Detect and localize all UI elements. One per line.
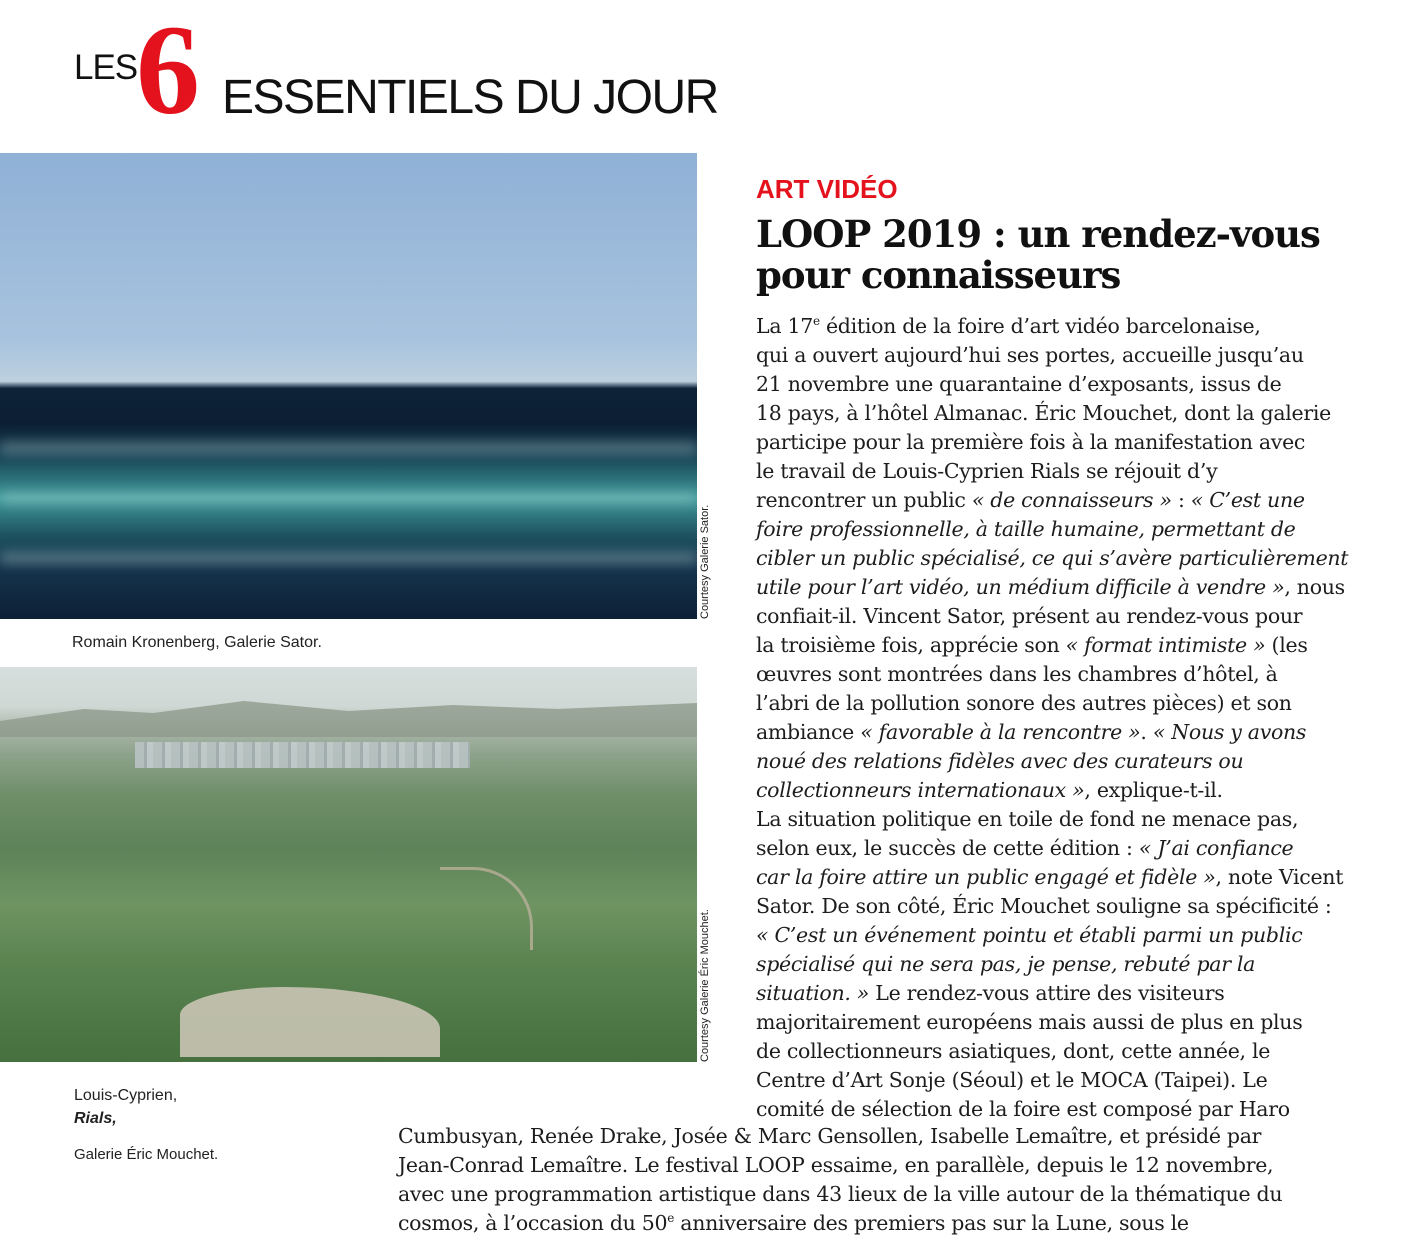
body-line: rencontrer un public « de connaisseurs » : « C’est une xyxy=(756,488,1305,512)
article-kicker: ART VIDÉO xyxy=(756,174,898,204)
body-line: Sator. De son côté, Éric Mouchet souligne sa spécificité : xyxy=(756,894,1332,918)
header-title: ESSENTIELS DU JOUR xyxy=(222,71,718,124)
title-line: pour connaisseurs xyxy=(756,253,1121,297)
photo1-caption: Romain Kronenberg, Galerie Sator. xyxy=(72,634,322,651)
photo2-caption-title: Rials, xyxy=(74,1110,117,1127)
body-line: participe pour la première fois à la manifestation avec xyxy=(756,430,1306,454)
body-line: avec une programmation artistique dans 43 lieux de la ville autour de la thématique du xyxy=(398,1182,1283,1206)
article-body xyxy=(756,312,1416,1124)
body-line: confiait-il. Vincent Sator, présent au rendez-vous pour xyxy=(756,604,1303,628)
body-line: La situation politique en toile de fond ne menace pas, xyxy=(756,807,1299,831)
body-line: foire professionnelle, à taille humaine, permettant de xyxy=(756,517,1296,541)
title-line: LOOP 2019 : un rendez-vous xyxy=(756,212,1320,256)
body-line: l’abri de la pollution sonore des autres pièces) et son xyxy=(756,691,1292,715)
sea-photo xyxy=(0,153,697,619)
body-line: comité de sélection de la foire est composé par Haro xyxy=(756,1097,1290,1121)
article-body-continued xyxy=(398,1122,1408,1238)
photo2-caption-gallery: Galerie Éric Mouchet. xyxy=(74,1146,219,1163)
photo1-credit: Courtesy Galerie Sator. xyxy=(699,504,711,619)
body-line: cibler un public spécialisé, ce qui s’avère particulièrement xyxy=(756,546,1349,570)
body-line: la troisième fois, apprécie son « format intimiste » (les xyxy=(756,633,1308,657)
body-line: cosmos, à l’occasion du 50e anniversaire des premiers pas sur la Lune, sous le xyxy=(398,1211,1189,1235)
landscape-photo xyxy=(0,667,697,1062)
body-line: Cumbusyan, Renée Drake, Josée & Marc Gensollen, Isabelle Lemaître, et présidé par xyxy=(398,1124,1262,1148)
photo2-caption-artist: Louis-Cyprien, xyxy=(74,1087,178,1104)
photo2-caption xyxy=(74,1084,218,1166)
body-line: 21 novembre une quarantaine d’exposants, issus de xyxy=(756,372,1282,396)
body-line: « C’est un événement pointu et établi parmi un public xyxy=(756,923,1303,947)
body-line: Centre d’Art Sonje (Séoul) et le MOCA (Taipei). Le xyxy=(756,1068,1268,1092)
body-line: ambiance « favorable à la rencontre ». « Nous y avons xyxy=(756,720,1307,744)
body-line: Jean-Conrad Lemaître. Le festival LOOP essaime, en parallèle, depuis le 12 novembre, xyxy=(398,1153,1274,1177)
article-title xyxy=(756,214,1396,296)
body-line: La 17e édition de la foire d’art vidéo barcelonaise, xyxy=(756,314,1261,338)
body-line: majoritairement européens mais aussi de plus en plus xyxy=(756,1010,1303,1034)
body-line: 18 pays, à l’hôtel Almanac. Éric Mouchet, dont la galerie xyxy=(756,401,1331,425)
body-line: noué des relations fidèles avec des curateurs ou xyxy=(756,749,1244,773)
body-line: car la foire attire un public engagé et fidèle », note Vicent xyxy=(756,865,1344,889)
photo2-credit: Courtesy Galerie Éric Mouchet. xyxy=(699,909,711,1062)
body-line: utile pour l’art vidéo, un médium difficile à vendre », nous xyxy=(756,575,1345,599)
body-line: collectionneurs internationaux », explique-t-il. xyxy=(756,778,1223,802)
body-line: qui a ouvert aujourd’hui ses portes, accueille jusqu’au xyxy=(756,343,1304,367)
body-line: de collectionneurs asiatiques, dont, cette année, le xyxy=(756,1039,1271,1063)
body-line: selon eux, le succès de cette édition : « J’ai confiance xyxy=(756,836,1294,860)
header-les: LES xyxy=(74,48,138,87)
body-line: œuvres sont montrées dans les chambres d’hôtel, à xyxy=(756,662,1278,686)
body-line: spécialisé qui ne sera pas, je pense, rebuté par la xyxy=(756,952,1256,976)
body-line: le travail de Louis-Cyprien Rials se réjouit d’y xyxy=(756,459,1218,483)
header-number: 6 xyxy=(136,0,200,141)
body-line: situation. » Le rendez-vous attire des visiteurs xyxy=(756,981,1225,1005)
